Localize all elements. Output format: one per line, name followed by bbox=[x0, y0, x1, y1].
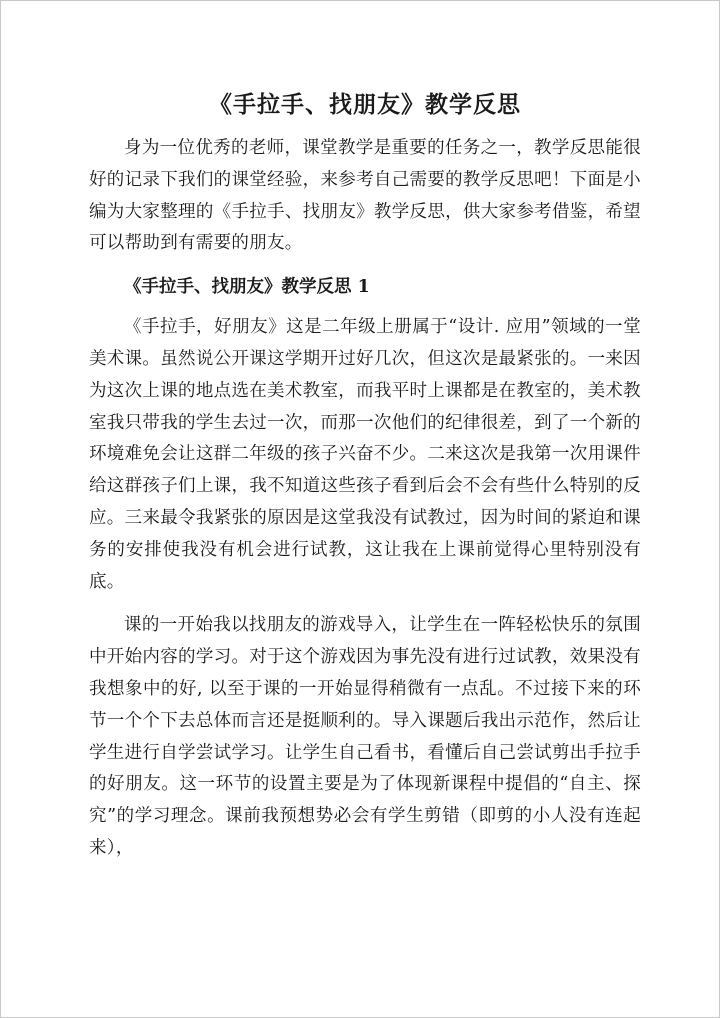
body-paragraph-2: 课的一开始我以找朋友的游戏导入，让学生在一阵轻松快乐的氛围中开始内容的学习。对于这个游戏因为事先没有进行过试教，效果没有我想象中的好, 以至于课的一开始显得稍微有一点乱。不过接下来的环节一个个下去总体而言还是挺顺利的。导入课题后我出示范作，然后让学生进行自学尝试学习。让学生自己看书，看懂后自己尝试剪出手拉手的好朋友。这一环节的设置主要是为了体现新课程中提倡的“自主、探究”的学习理念。课前我预想势必会有学生剪错（即剪的小人没有连起来）， bbox=[89, 615, 641, 858]
document-title: 《手拉手、找朋友》教学反思 bbox=[209, 91, 521, 118]
document-body bbox=[89, 85, 641, 865]
intro-paragraph: 身为一位优秀的老师，课堂教学是重要的任务之一，教学反思能很好的记录下我们的课堂经验，来参考自己需要的教学反思吧！下面是小编为大家整理的《手拉手、找朋友》教学反思，供大家参考借鉴，希望可以帮助到有需要的朋友。 bbox=[89, 138, 641, 254]
section-heading: 《手拉手、找朋友》教学反思 1 bbox=[124, 277, 370, 298]
body-paragraph-1: 《手拉手，好朋友》这是二年级上册属于“设计. 应用”领域的一堂美术课。虽然说公开课这学期开过好几次，但这次是最紧张的。一来因为这次上课的地点选在美术教室，而我平时上课都是在教室的，美术教室我只带我的学生去过一次，而那一次他们的纪律很差，到了一个新的环境难免会让这群二年级的孩子兴奋不少。二来这次是我第一次用课件给这群孩子们上课，我不知道这些孩子看到后会不会有些什么特别的反应。三来最令我紧张的原因是这堂我没有试教过，因为时间的紧迫和课务的安排使我没有机会进行试教，这让我在上课前觉得心里特别没有底。 bbox=[89, 317, 641, 592]
